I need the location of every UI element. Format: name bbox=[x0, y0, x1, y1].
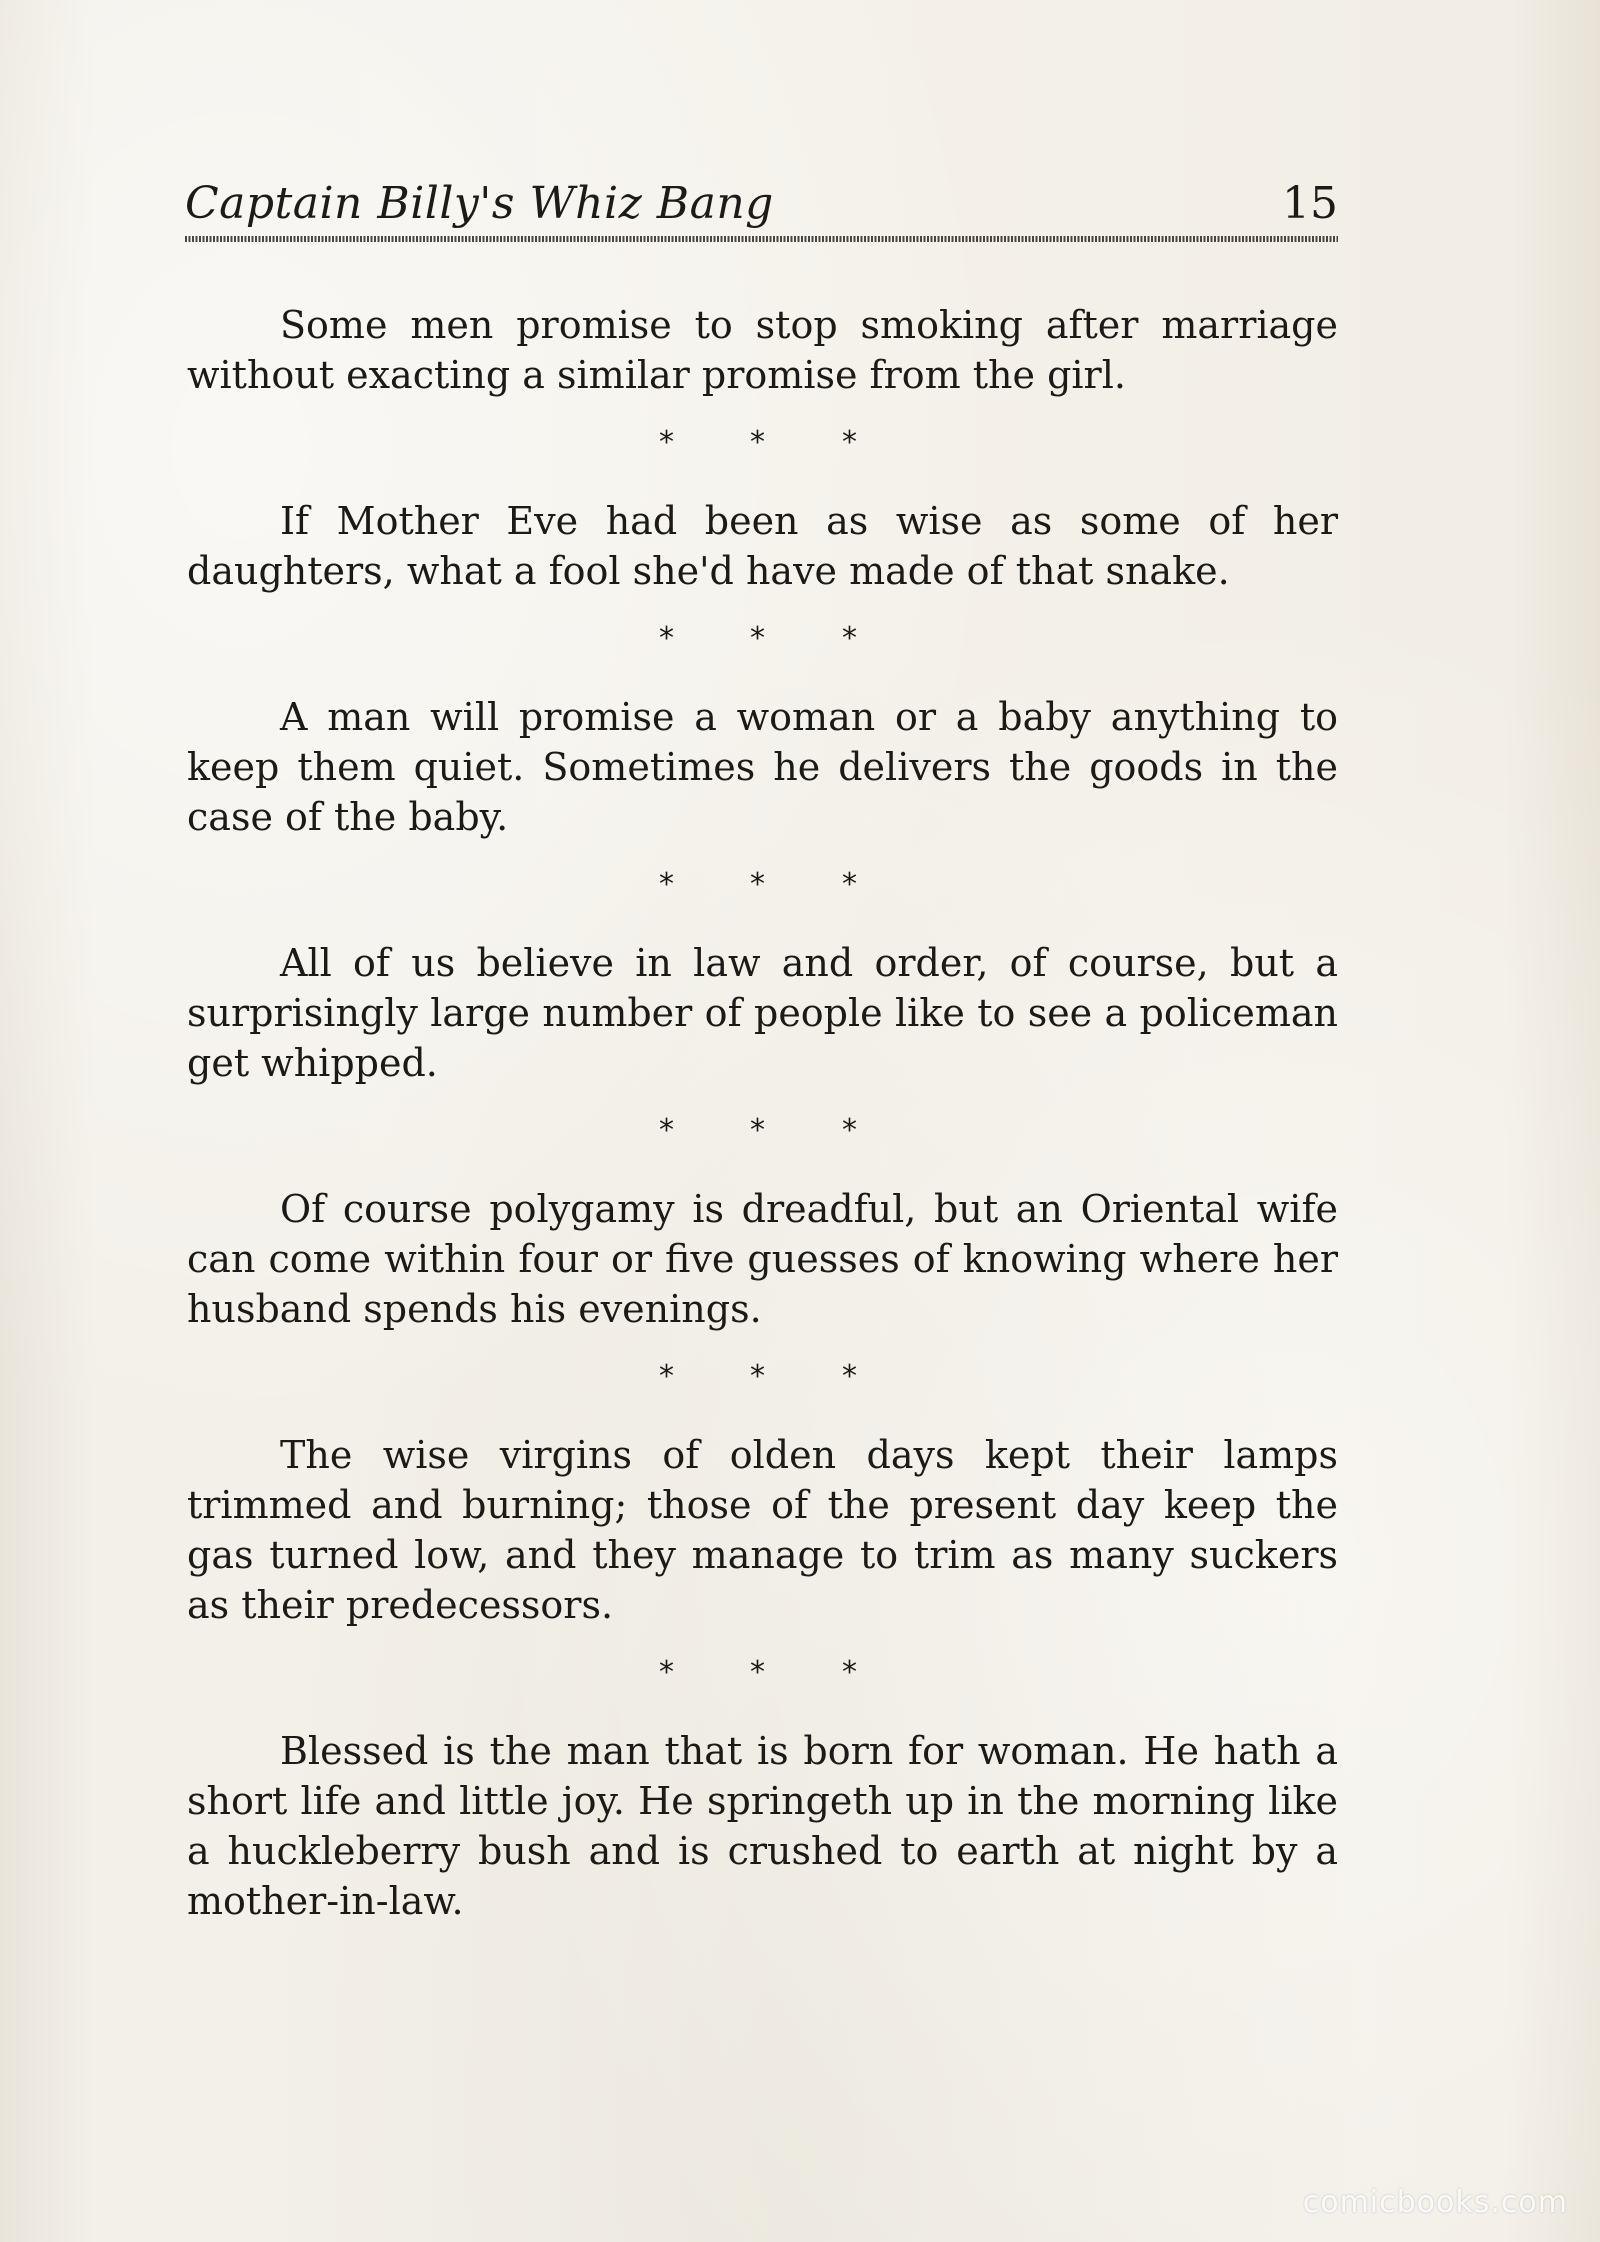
asterisk: * bbox=[750, 1655, 765, 1690]
page-number: 15 bbox=[1282, 178, 1338, 229]
asterism-separator bbox=[187, 408, 1338, 490]
asterism-separator bbox=[187, 1096, 1338, 1178]
paragraph-7: Blessed is the man that is born for woman. He hath a short life and little joy. He springeth up in the morning like a huckleberry bush and is crushed to earth at night by a mother-in-law. bbox=[187, 1729, 1338, 1923]
running-head bbox=[185, 178, 1338, 238]
asterisk: * bbox=[659, 1655, 674, 1690]
asterisk: * bbox=[842, 867, 857, 902]
watermark: comicbooks.com bbox=[1302, 2185, 1568, 2220]
asterisk: * bbox=[842, 1113, 857, 1148]
asterisk: * bbox=[750, 1359, 765, 1394]
asterisk: * bbox=[842, 1655, 857, 1690]
paragraph-5: Of course polygamy is dreadful, but an Oriental wife can come within four or five guesses of knowing where her husband spends his evenings. bbox=[187, 1187, 1338, 1331]
asterisk: * bbox=[659, 867, 674, 902]
asterisk: * bbox=[659, 621, 674, 656]
paragraph-3: A man will promise a woman or a baby anything to keep them quiet. Sometimes he delivers the goods in the case of the baby. bbox=[187, 695, 1338, 839]
asterism-separator bbox=[187, 1342, 1338, 1424]
asterisk: * bbox=[659, 1359, 674, 1394]
paragraph-4: All of us believe in law and order, of course, but a surprisingly large number of people like to see a policeman get whipped. bbox=[187, 941, 1338, 1085]
paragraph-6: The wise virgins of olden days kept their lamps trimmed and burning; those of the present day keep the gas turned low, and they manage to trim as many suckers as their predecessors. bbox=[187, 1433, 1338, 1627]
joke-column bbox=[187, 300, 1338, 1926]
asterisk: * bbox=[842, 621, 857, 656]
asterism-separator bbox=[187, 1638, 1338, 1720]
asterisk: * bbox=[659, 1113, 674, 1148]
asterisk: * bbox=[750, 867, 765, 902]
asterisk: * bbox=[842, 1359, 857, 1394]
paragraph-1: Some men promise to stop smoking after marriage without exacting a similar promise from the girl. bbox=[187, 303, 1338, 397]
asterisk: * bbox=[750, 425, 765, 460]
running-title: Captain Billy's Whiz Bang bbox=[185, 178, 774, 229]
asterisk: * bbox=[842, 425, 857, 460]
asterism-separator bbox=[187, 850, 1338, 932]
asterism-separator bbox=[187, 604, 1338, 686]
asterisk: * bbox=[750, 621, 765, 656]
paragraph-2: If Mother Eve had been as wise as some of her daughters, what a fool she'd have made of that snake. bbox=[187, 499, 1338, 593]
header-rule bbox=[185, 236, 1338, 242]
asterisk: * bbox=[750, 1113, 765, 1148]
asterisk: * bbox=[659, 425, 674, 460]
